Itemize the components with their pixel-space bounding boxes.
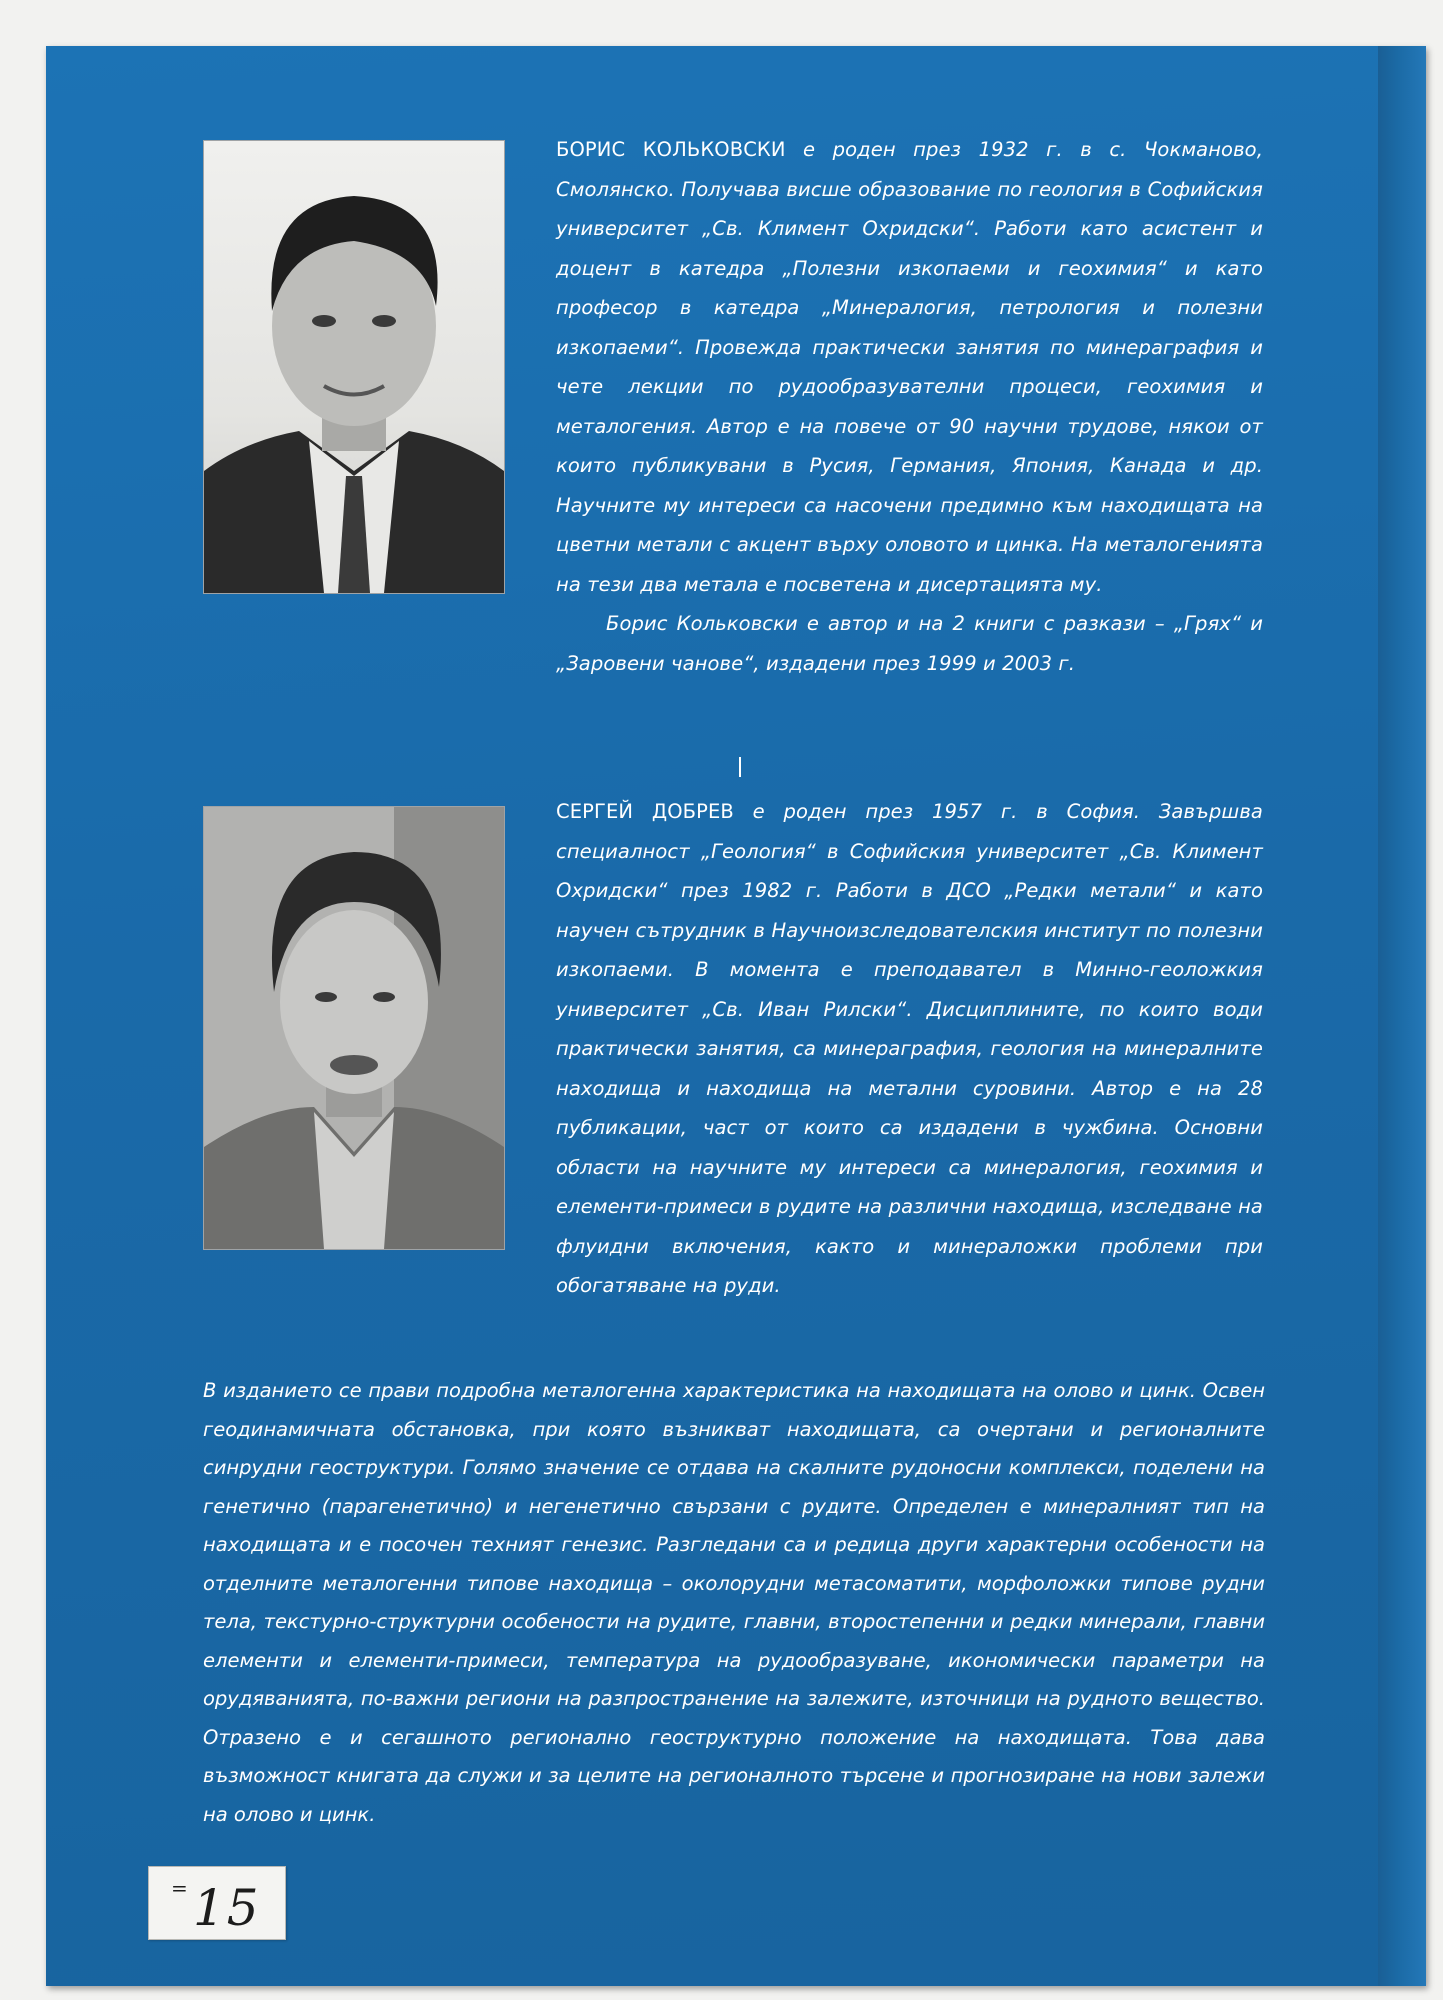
author2-bio [556,792,1263,1306]
author2-portrait-photo [203,806,505,1250]
author1-bio-text: е роден през 1932 г. в с. Чокманово, Смолянско. Получава висше образование по геология в Софийския университет „Св. Климент Охридски“. Работи като асистент и доцент в катедра „Полезни изкопаеми и геохимия“ и като професор в катедра „Минералогия, петрология и полезни изкопаеми“. Провежда практически занятия по минераграфия и чете лекции по рудообразувателни процеси, геохимия и металогения. Автор е на повече от 90 научни трудове, някои от които публикувани в Русия, Германия, Япония, Канада и др. Научните му интереси са насочени предимно към находищата на цветни метали с акцент върху оловото и цинка. На металогенията на тези два метала е посветена и дисертацията му. [556,138,1263,596]
author2-portrait-illustration [204,807,504,1249]
price-value: 15 = [171,1876,261,1937]
book-summary: В изданието се прави подробна металогенна характеристика на находищата на олово и цинк. Освен геодинамичната обстановка, при която възникват находищата, са очертани и регионалните синрудни геоструктури. Голямо значение се отдава на скалните рудоносни комплекси, поделени на генетично (парагенетично) и негенетично свързани с рудите. Определен е минералният тип на находищата и е посочен техният генезис. Разгледани са и редица други характерни особености на отделните металогенни типове находища – околорудни метасоматити, морфоложки типове рудни тела, текстурно-структурни особености на рудите, главни, второстепенни и редки минерали, главни елементи и елементи-примеси, температура на рудообразуване, икономически параметри на орудяванията, по-важни региони на разпространение на залежите, източници на рудното вещество. Отразено е и сегашното регионално геоструктурно положение на находищата. Това дава възможност книгата да служи и за целите на регионалното търсене и прогнозиране на нови залежи на олово и цинк. [203,1379,1265,1826]
price-suffix: = [171,1876,190,1901]
author2-name: СЕРГЕЙ ДОБРЕВ [556,800,734,823]
author1-name: БОРИС КОЛЬКОВСКИ [556,138,786,161]
author1-books-text: Борис Кольковски е автор и на 2 книги с разкази – „Грях“ и „Заровени чанове“, издадени през 1999 и 2003 г. [556,612,1263,675]
separator-mark [739,757,741,777]
author1-bio [556,130,1263,683]
author2-bio-text: е роден през 1957 г. в София. Завършва специалност „Геология“ в Софийския университет „Св. Климент Охридски“ през 1982 г. Работи в ДСО „Редки метали“ и като научен сътрудник в Научноизследователския институт по полезни изкопаеми. В момента е преподавател в Минно-геоложкия университет „Св. Иван Рилски“. Дисциплините, по които води практически занятия, са минераграфия, геология на минералните находища и находища на метални суровини. Автор е на 28 публикации, част от които са издадени в чужбина. Основни области на научните му интереси са минералогия, геохимия и елементи-примеси в рудите на различни находища, изследване на флуидни включения, както и минераложки проблеми при обогатяване на руди. [556,800,1263,1297]
author1-portrait-illustration [204,141,504,593]
price-sticker [148,1866,286,1940]
book-spine-edge [1378,46,1426,1986]
author1-portrait-photo [203,140,505,594]
